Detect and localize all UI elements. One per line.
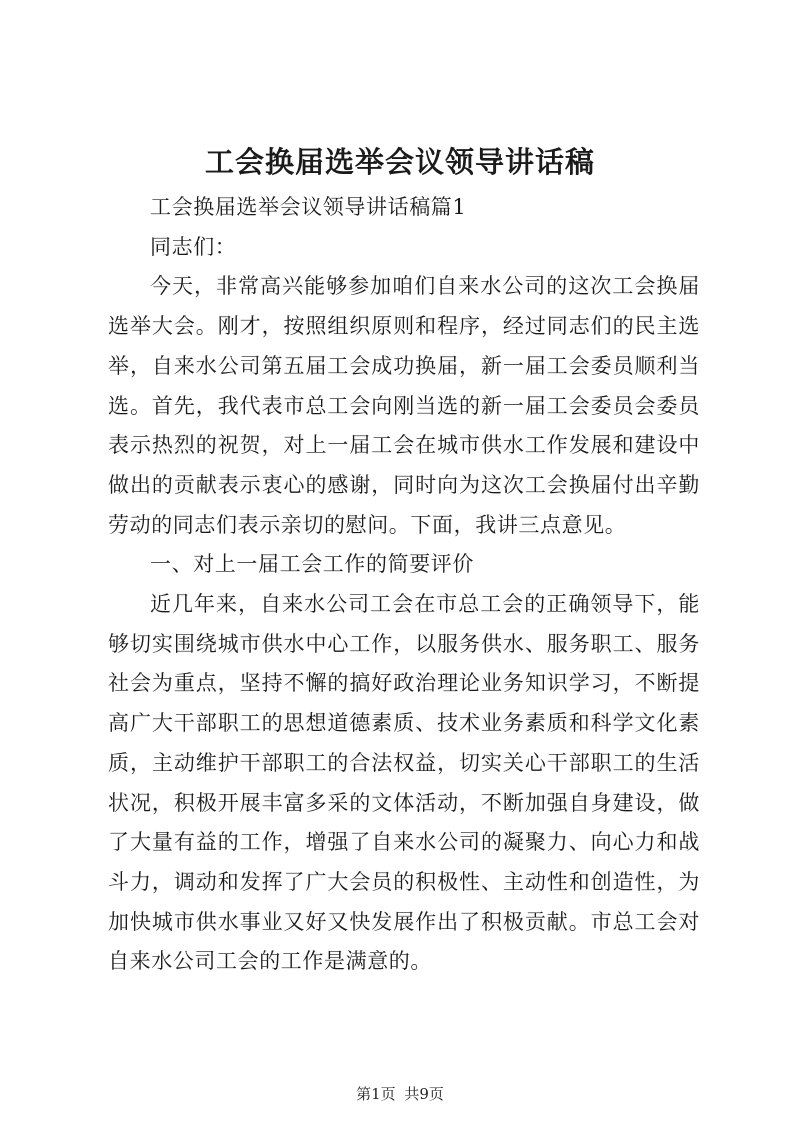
opening-paragraph: 今天，非常高兴能够参加咱们自来水公司的这次工会换届选举大会。刚才，按照组织原则和程序，经过同志们的民主选举，自来水公司第五届工会成功换届，新一届工会委员顺利当选。首先，我代表市总工会向刚当选的新一届工会委员会委员表示热烈的祝贺，对上一届工会在城市供水工作发展和建设中做出的贡献表示衷心的感谢，同时向为这次工会换届付出辛勤劳动的同志们表示亲切的慰问。下面，我讲三点意见。: [108, 274, 700, 537]
page-footer: [0, 1084, 800, 1104]
salutation-paragraph: 同志们：: [150, 234, 237, 259]
document-body: [108, 188, 700, 982]
page-number: 第1页: [356, 1085, 396, 1103]
section-heading: 一、对上一届工会工作的简要评价: [150, 552, 474, 577]
page-total: 共9页: [404, 1085, 444, 1103]
evaluation-paragraph: 近几年来，自来水公司工会在市总工会的正确领导下，能够切实围绕城市供水中心工作，以服务供水、服务职工、服务社会为重点，坚持不懈的搞好政治理论业务知识学习，不断提高广大干部职工的思想道德素质、技术业务素质和科学文化素质，主动维护干部职工的合法权益，切实关心干部职工的生活状况，积极开展丰富多采的文体活动，不断加强自身建设，做了大量有益的工作，增强了自来水公司的凝聚力、向心力和战斗力，调动和发挥了广大会员的积极性、主动性和创造性，为加快城市供水事业又好又快发展作出了积极贡献。市总工会对自来水公司工会的工作是满意的。: [108, 592, 700, 974]
subtitle-paragraph: 工会换届选举会议领导讲话稿篇1: [150, 195, 467, 219]
document-title: 工会换届选举会议领导讲话稿: [204, 145, 595, 179]
